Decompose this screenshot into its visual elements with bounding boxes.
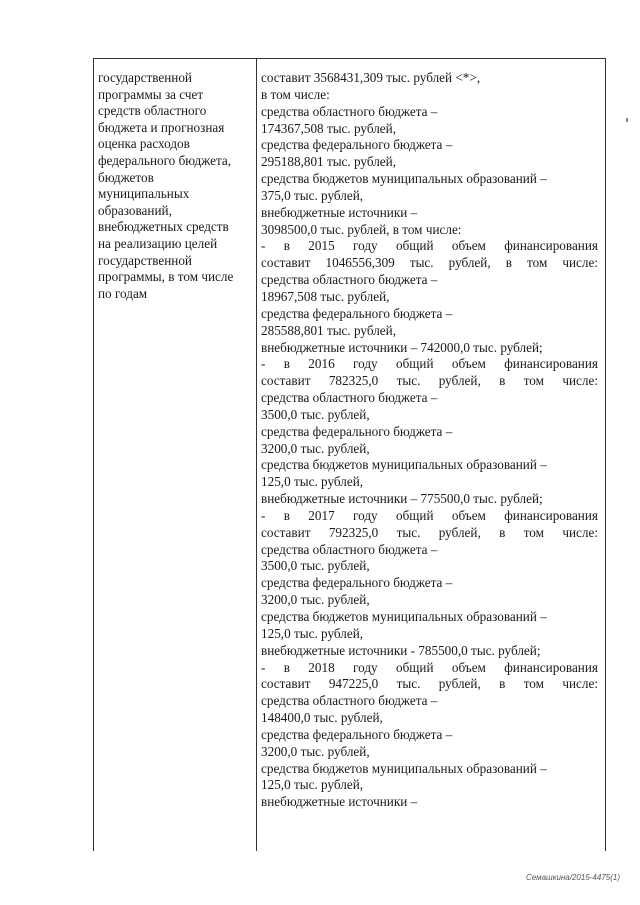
right-cell-line: составит 947225,0 тыс. рублей, в том числе:: [261, 676, 598, 692]
right-cell-line: - в 2017 году общий объем финансирования: [261, 507, 598, 523]
right-cell-line: средства федерального бюджета –: [261, 726, 453, 742]
left-cell-line: внебюджетных средств: [98, 219, 229, 235]
column-divider: [256, 59, 257, 851]
document-footer-code: Семашкина/2015-4475(1): [525, 873, 620, 882]
right-cell-line: 3200,0 тыс. рублей,: [261, 440, 370, 456]
left-cell-line: образований,: [98, 202, 172, 218]
right-cell-line: средства бюджетов муниципальных образований –: [261, 457, 547, 473]
right-cell-line: 3200,0 тыс. рублей,: [261, 592, 370, 608]
left-cell-line: муниципальных: [98, 186, 190, 202]
left-cell-line: на реализацию целей: [98, 235, 218, 251]
right-cell-line: средства бюджетов муниципальных образований –: [261, 171, 547, 187]
right-cell-line: - в 2018 году общий объем финансирования: [261, 659, 598, 675]
left-cell-line: по годам: [98, 285, 148, 301]
left-cell-line: бюджетов: [98, 169, 154, 185]
right-cell-line: 3200,0 тыс. рублей,: [261, 743, 370, 759]
left-cell-line: программы, в том числе: [98, 269, 234, 285]
left-cell-line: средств областного: [98, 103, 207, 119]
right-cell-line: средства федерального бюджета –: [261, 137, 453, 153]
right-cell-line: средства федерального бюджета –: [261, 423, 453, 439]
right-cell-line: 3500,0 тыс. рублей,: [261, 558, 370, 574]
right-cell-line: 18967,508 тыс. рублей,: [261, 288, 390, 304]
right-cell-line: 125,0 тыс. рублей,: [261, 777, 364, 793]
right-cell-line: 148400,0 тыс. рублей,: [261, 710, 383, 726]
right-cell-line: 285588,801 тыс. рублей,: [261, 322, 397, 338]
left-cell-line: программы за счет: [98, 86, 204, 102]
right-cell-line: 125,0 тыс. рублей,: [261, 625, 364, 641]
right-cell-line: средства областного бюджета –: [261, 103, 438, 119]
right-cell-line: средства федерального бюджета –: [261, 575, 453, 591]
right-cell-financing-details: [261, 70, 598, 811]
left-cell-label: [98, 70, 250, 302]
right-cell-line: 375,0 тыс. рублей,: [261, 187, 364, 203]
right-cell-line: внебюджетные источники –: [261, 204, 418, 220]
right-cell-line: 3098500,0 тыс. рублей, в том числе:: [261, 221, 462, 237]
right-cell-line: 3500,0 тыс. рублей,: [261, 406, 370, 422]
right-cell-line: внебюджетные источники – 742000,0 тыс. рублей;: [261, 339, 543, 355]
right-cell-line: составит 3568431,309 тыс. рублей <*>,: [261, 70, 481, 85]
financing-table: [93, 58, 606, 851]
right-cell-line: составит 782325,0 тыс. рублей, в том числе:: [261, 373, 598, 389]
right-cell-line: средства областного бюджета –: [261, 541, 438, 557]
left-cell-line: государственной: [98, 70, 192, 85]
right-cell-line: - в 2016 году общий объем финансирования: [261, 356, 598, 372]
right-cell-line: составит 1046556,309 тыс. рублей, в том числе:: [261, 255, 598, 271]
right-cell-line: составит 792325,0 тыс. рублей, в том числе:: [261, 524, 598, 540]
left-cell-line: оценка расходов: [98, 136, 190, 152]
right-cell-line: средства бюджетов муниципальных образований –: [261, 760, 547, 776]
right-cell-line: 174367,508 тыс. рублей,: [261, 120, 397, 136]
right-cell-line: средства бюджетов муниципальных образований –: [261, 609, 547, 624]
right-cell-line: внебюджетные источники – 775500,0 тыс. рублей;: [261, 491, 543, 507]
right-cell-line: - в 2015 году общий объем финансирования: [261, 238, 598, 254]
left-cell-line: бюджета и прогнозная: [98, 119, 225, 135]
right-cell-line: внебюджетные источники - 785500,0 тыс. рублей;: [261, 642, 541, 658]
right-cell-line: средства областного бюджета –: [261, 272, 438, 288]
right-cell-line: в том числе:: [261, 86, 330, 102]
right-cell-line: 295188,801 тыс. рублей,: [261, 154, 397, 170]
right-cell-line: средства федерального бюджета –: [261, 305, 453, 321]
left-cell-line: федерального бюджета,: [98, 152, 232, 168]
right-cell-line: средства областного бюджета –: [261, 693, 438, 709]
left-cell-line: государственной: [98, 252, 192, 268]
scan-mark: [626, 118, 628, 122]
right-cell-line: 125,0 тыс. рублей,: [261, 474, 364, 490]
right-cell-line: средства областного бюджета –: [261, 390, 438, 406]
right-cell-line: внебюджетные источники –: [261, 794, 418, 810]
